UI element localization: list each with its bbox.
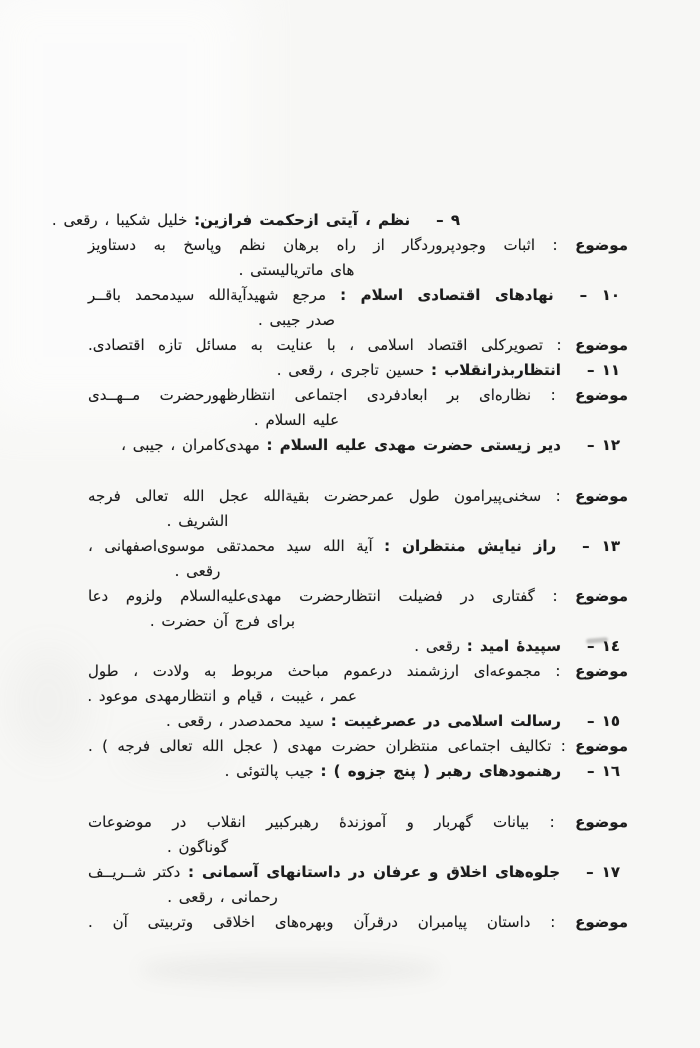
- scan-bleedthrough-mark: [140, 956, 440, 984]
- subject-label: موضوع: [575, 662, 628, 680]
- entry-title: انتظاربذرانقلاب :: [430, 361, 561, 379]
- subject-text: : اثبات وجودپروردگار از راه برهان نظم وپاسخ به دستاویز: [88, 236, 576, 254]
- subject-text: عمر ، غیبت ، قیام و انتظارمهدی موعود .: [87, 687, 357, 705]
- subject-text: های ماتریالیستی .: [238, 261, 355, 279]
- entry-title: رسالت اسلامی در عصرغیبت :: [330, 712, 561, 730]
- entry-12-subject: [88, 484, 628, 509]
- entry-10-subject: [88, 333, 628, 358]
- subject-text: : داستان پیامبران درقرآن وبهره‌های اخلاقی وتربیتی آن .: [88, 913, 576, 931]
- entry-author: خلیل شکیبا ، رقعی .: [51, 211, 195, 229]
- entry-author: دکتر شــریــف: [88, 863, 188, 881]
- entry-11-heading: [88, 358, 620, 383]
- entry-14-heading: [88, 634, 620, 659]
- entry-17-subject: [88, 910, 628, 935]
- entry-number: ١٧ –: [586, 863, 620, 881]
- entry-16-subject-continuation: [88, 835, 620, 860]
- entry-author: حسین تاجری ، رقعی .: [276, 361, 431, 379]
- entry-author: رقعی .: [174, 562, 221, 580]
- entry-author: مهدی‌کامران ، جیبی ،: [121, 436, 267, 454]
- entry-17-heading-continuation: [88, 885, 620, 910]
- entry-9-heading: [51, 208, 460, 233]
- entry-16-heading: [88, 759, 620, 784]
- entry-13-subject: [88, 584, 628, 609]
- subject-text: گوناگون .: [166, 838, 229, 856]
- entry-15-subject: [88, 734, 628, 759]
- subject-text: : نظاره‌ای بر ابعادفردی اجتماعی انتظارظهورحضرت مــهــدی: [88, 386, 576, 404]
- subject-text: : تصویرکلی اقتصاد اسلامی ، با عنایت به مسائل تازه اقتصادی.: [88, 336, 576, 354]
- entry-13-heading-continuation: [88, 559, 620, 584]
- subject-label: موضوع: [575, 386, 628, 404]
- entry-11-subject-continuation: [88, 408, 620, 433]
- subject-text: : تکالیف اجتماعی منتظران حضرت مهدی ( عجل الله تعالی فرجه ) .: [88, 737, 576, 755]
- entry-10-heading: [88, 283, 620, 308]
- subject-text: : مجموعه‌ای ارزشمند درعموم مباحث مربوط به ولادت ، طول: [88, 662, 576, 680]
- entry-number: ١٦ –: [586, 762, 620, 780]
- entry-15-heading: [88, 709, 620, 734]
- entry-author: جیب پالتوئی .: [224, 762, 321, 780]
- subject-text: : بیانات گهربار و آموزندهٔ رهبرکبیر انقلاب در موضوعات: [88, 813, 576, 831]
- subject-label: موضوع: [575, 587, 628, 605]
- entry-number: ١٤ –: [586, 637, 620, 655]
- subject-label: موضوع: [575, 487, 628, 505]
- entry-author: رحمانی ، رقعی .: [167, 888, 278, 906]
- entry-title: جلوه‌های اخلاق و عرفان در داستانهای آسمانی :: [187, 863, 561, 881]
- entry-author: سید محمدصدر ، رقعی .: [166, 712, 331, 730]
- entry-11-subject: [88, 383, 628, 408]
- subject-label: موضوع: [575, 737, 628, 755]
- entry-title: راز نیایش منتظران :: [384, 537, 557, 555]
- entry-title: رهنمودهای رهبر ( پنج جزوه ) :: [320, 762, 561, 780]
- subject-label: موضوع: [575, 813, 628, 831]
- subject-text: علیه السلام .: [253, 411, 340, 429]
- entry-title: سپیدهٔ امید :: [466, 637, 561, 655]
- entry-12-subject-continuation: [88, 509, 620, 534]
- entry-17-heading: [88, 860, 620, 885]
- entry-number: ١٢ –: [586, 436, 620, 454]
- entry-10-heading-continuation: [88, 308, 620, 333]
- entry-12-heading: [88, 433, 620, 458]
- subject-label: موضوع: [575, 236, 628, 254]
- subject-text: برای فرج آن حضرت .: [149, 612, 296, 630]
- entry-16-subject: [88, 810, 628, 835]
- entry-number: ١٣ –: [582, 537, 620, 555]
- subject-text: : سخنی‌پیرامون طول عمرحضرت بقیة‌الله عجل الله تعالی فرجه: [88, 487, 576, 505]
- entry-author: مرجع شهیدآیة‌الله سیدمحمد باقــر: [88, 286, 341, 304]
- entry-title: دیر زیستی حضرت مهدی علیه السلام :: [266, 436, 561, 454]
- entry-9-subject-continuation: [88, 258, 620, 283]
- book-list: [51, 208, 628, 935]
- entry-number: ١٠ –: [579, 286, 620, 304]
- scan-smudge: [8, 648, 88, 758]
- entry-author: رقعی .: [414, 637, 467, 655]
- entry-author: آیة الله سید محمدتقی موسوی‌اصفهانی ،: [88, 537, 385, 555]
- entry-number: ٩ –: [436, 211, 460, 229]
- entry-14-subject: [88, 659, 628, 684]
- entry-title: نهادهای اقتصادی اسلام :: [340, 286, 554, 304]
- entry-13-subject-continuation: [88, 609, 620, 634]
- entry-number: ١١ –: [586, 361, 620, 379]
- entry-author: صدر جیبی .: [258, 311, 335, 329]
- entry-title: نظم ، آیتی ازحکمت فرازین:: [194, 211, 411, 229]
- subject-label: موضوع: [575, 913, 628, 931]
- subject-label: موضوع: [575, 336, 628, 354]
- entry-number: ١٥ –: [586, 712, 620, 730]
- entry-9-subject: [88, 233, 628, 258]
- subject-text: : گفتاری در فضیلت انتظارحضرت مهدی‌علیه‌السلام ولزوم دعا: [88, 587, 576, 605]
- subject-text: الشریف .: [166, 512, 229, 530]
- entry-14-subject-continuation: [88, 684, 620, 709]
- entry-13-heading: [88, 534, 620, 559]
